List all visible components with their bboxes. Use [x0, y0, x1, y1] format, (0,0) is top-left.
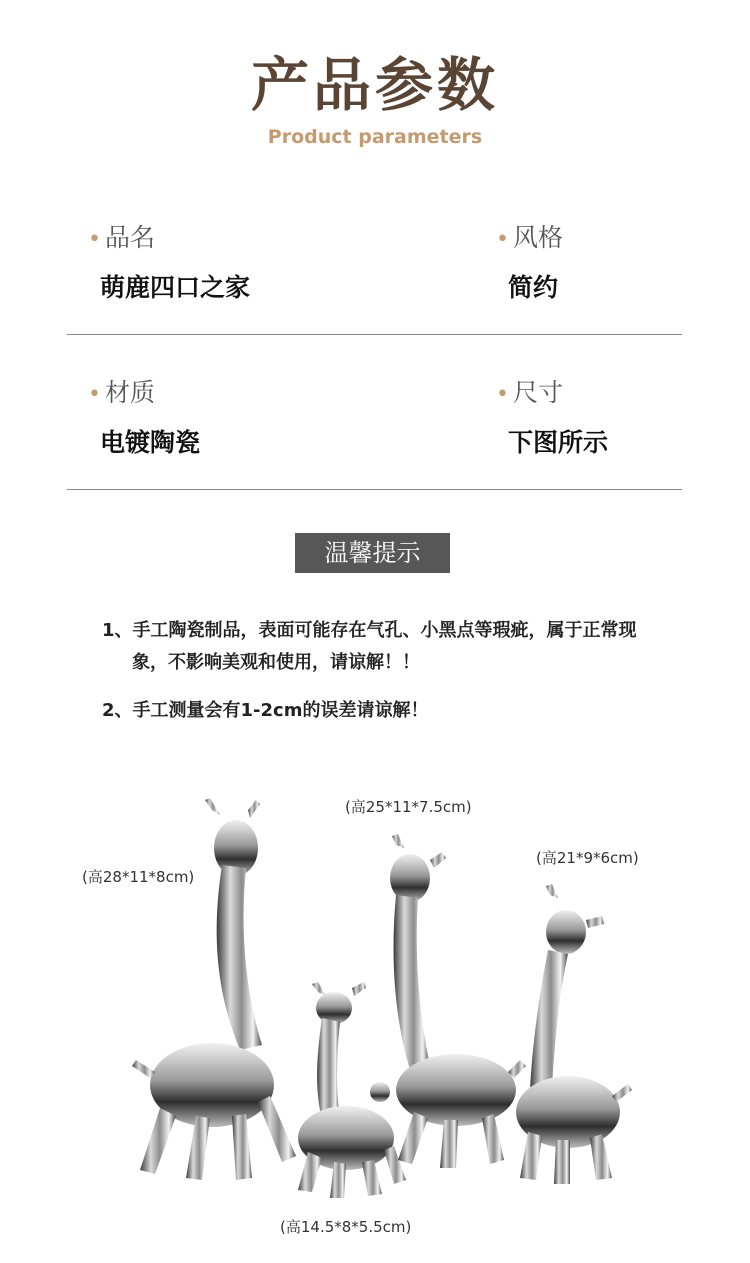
- dimension-label: (高21*9*6cm): [536, 849, 639, 867]
- param-value: 电镀陶瓷: [100, 428, 201, 457]
- giraffe-large: [132, 798, 296, 1180]
- bullet-dot-icon: •: [88, 382, 101, 407]
- giraffe-right: [516, 884, 632, 1184]
- param-material: [88, 373, 200, 459]
- dimension-label: (高25*11*7.5cm): [345, 798, 472, 816]
- param-label: 尺寸: [512, 378, 563, 407]
- page-subtitle: Product parameters: [267, 126, 483, 148]
- param-value: 萌鹿四口之家: [100, 273, 251, 302]
- dimension-label: (高28*11*8cm): [82, 868, 195, 886]
- param-size: [496, 373, 608, 459]
- giraffe-medium: [390, 834, 526, 1168]
- page-title: 产品参数: [250, 51, 499, 119]
- bullet-dot-icon: •: [496, 227, 509, 252]
- giraffe-small: [298, 982, 406, 1198]
- bullet-dot-icon: •: [496, 382, 509, 407]
- param-value: 简约: [508, 273, 559, 302]
- dimension-label: (高14.5*8*5.5cm): [280, 1218, 412, 1236]
- param-label: 风格: [512, 223, 563, 252]
- product-image: [0, 760, 750, 1220]
- bullet-dot-icon: •: [88, 227, 101, 252]
- param-style: [496, 218, 563, 304]
- param-name: [88, 218, 250, 304]
- param-label: 品名: [104, 223, 155, 252]
- divider: [67, 334, 682, 335]
- param-value: 下图所示: [508, 428, 609, 457]
- tip-item: 2、手工测量会有1-2cm的误差请谅解！: [102, 700, 429, 721]
- param-label: 材质: [104, 378, 155, 407]
- tip-item: 1、手工陶瓷制品，表面可能存在气孔、小黑点等瑕疵，属于正常现 象，不影响美观和使用，请谅解！！: [102, 620, 637, 673]
- tips-heading: 温馨提示: [295, 533, 450, 573]
- divider: [67, 489, 682, 490]
